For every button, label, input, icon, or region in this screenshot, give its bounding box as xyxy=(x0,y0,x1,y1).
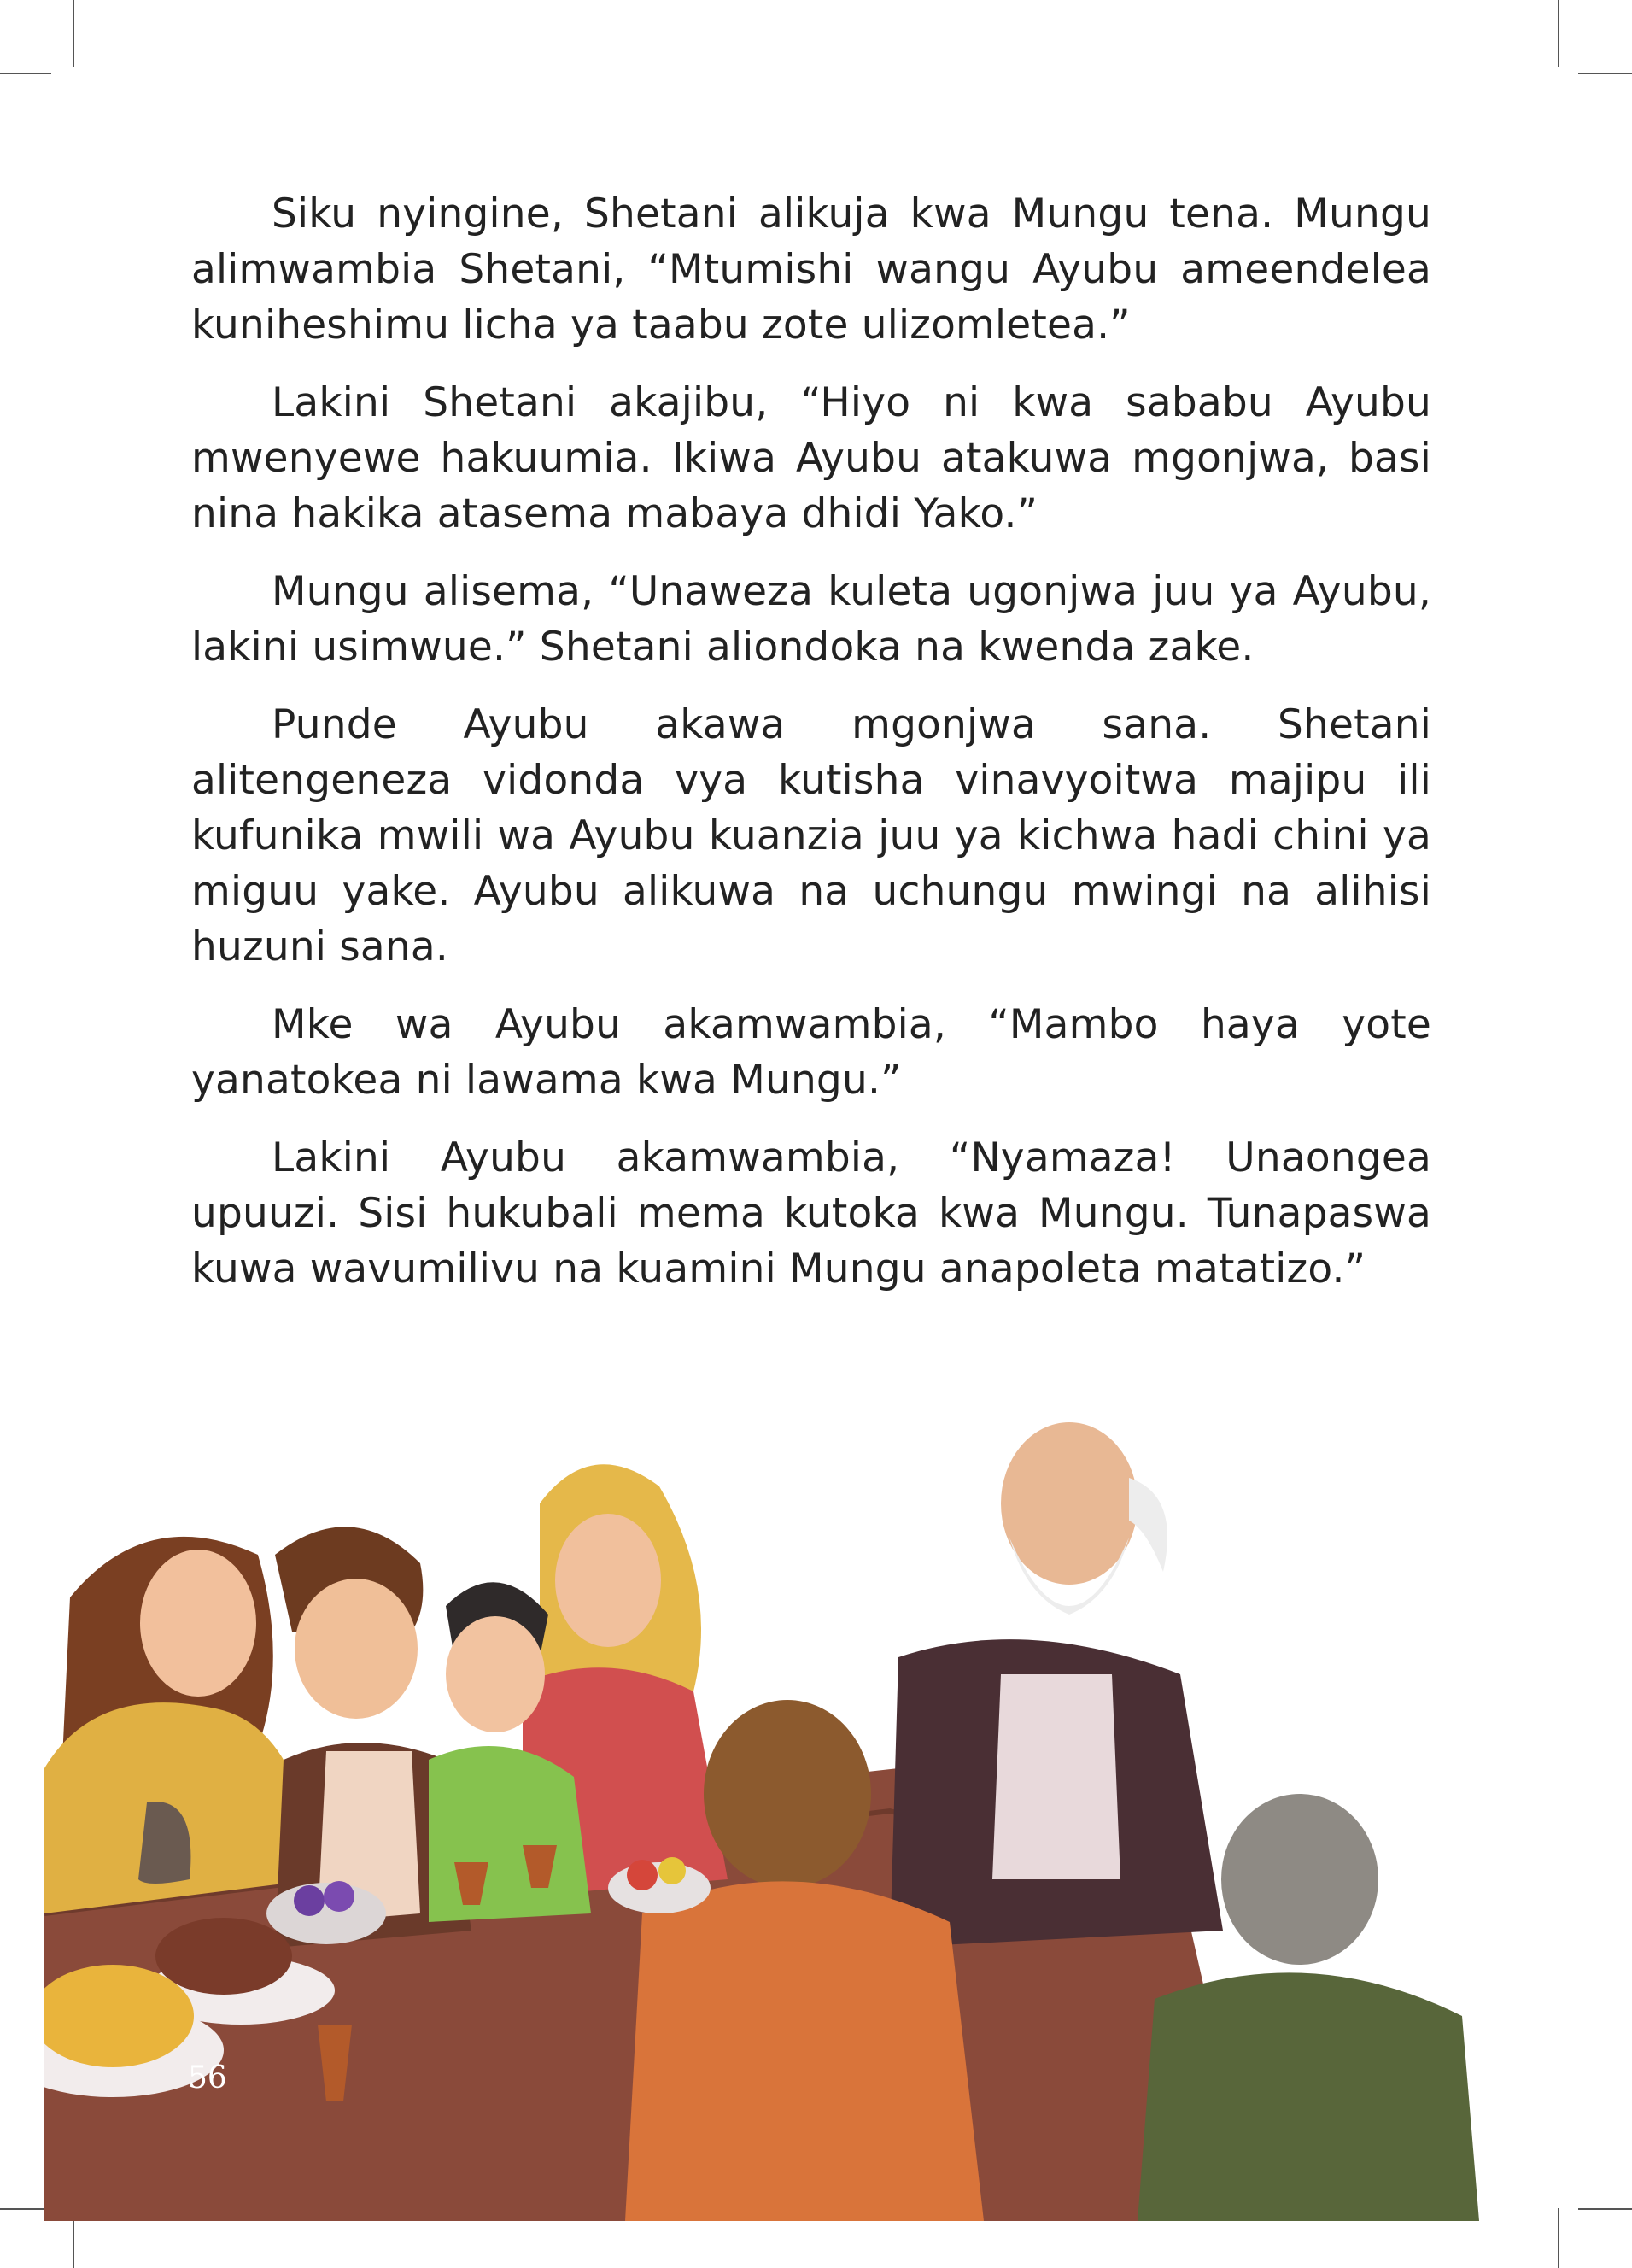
paragraph-5: Mke wa Ayubu akamwambia, “Mambo haya yote yanatokea ni lawama kwa Mungu.” xyxy=(191,1001,1431,1104)
paragraph-1: Siku nyingine, Shetani alikuja kwa Mungu tena. Mungu alimwambia Shetani, “Mtumishi wangu Ayubu ameendelea kuniheshimu licha ya taabu zote ulizomletea.” xyxy=(191,190,1431,349)
paragraph-6: Lakini Ayubu akamwambia, “Nyamaza! Unaongea upuuzi. Sisi hukubali mema kutoka kwa Mungu. Tunapaswa kuwa wavumilivu na kuamini Mungu anapoleta matatizo.” xyxy=(191,1134,1431,1292)
crop-mark-top-right-v xyxy=(1558,0,1559,67)
crop-mark-top-left-h xyxy=(0,73,51,74)
crop-mark-bottom-right-h xyxy=(1578,2208,1632,2210)
paragraph-2: Lakini Shetani akajibu, “Hiyo ni kwa sababu Ayubu mwenyewe hakuumia. Ikiwa Ayubu atakuwa mgonjwa, basi nina hakika atasema mabaya dhidi Yako.” xyxy=(191,379,1431,537)
crop-mark-top-right-h xyxy=(1578,73,1632,74)
ayubu-old-man-figure xyxy=(890,1422,1223,1948)
crop-mark-top-left-v xyxy=(73,0,74,67)
page-number: 56 xyxy=(188,2060,227,2095)
paragraph-4: Punde Ayubu akawa mgonjwa sana. Shetani alitengeneza vidonda vya kutisha vinavyoitwa majipu ili kufunika mwili wa Ayubu kuanzia juu ya kichwa hadi chini ya miguu yake. Ayubu alikuwa na uchungu mwingi na alihisi huzuni sana. xyxy=(191,701,1431,970)
family-feast-illustration xyxy=(44,1401,1565,2221)
crop-mark-bottom-left-h xyxy=(0,2208,51,2210)
story-text xyxy=(191,186,1431,1319)
paragraph-3: Mungu alisema, “Unaweza kuleta ugonjwa juu ya Ayubu, lakini usimwue.” Shetani aliondoka na kwenda zake. xyxy=(191,568,1431,671)
